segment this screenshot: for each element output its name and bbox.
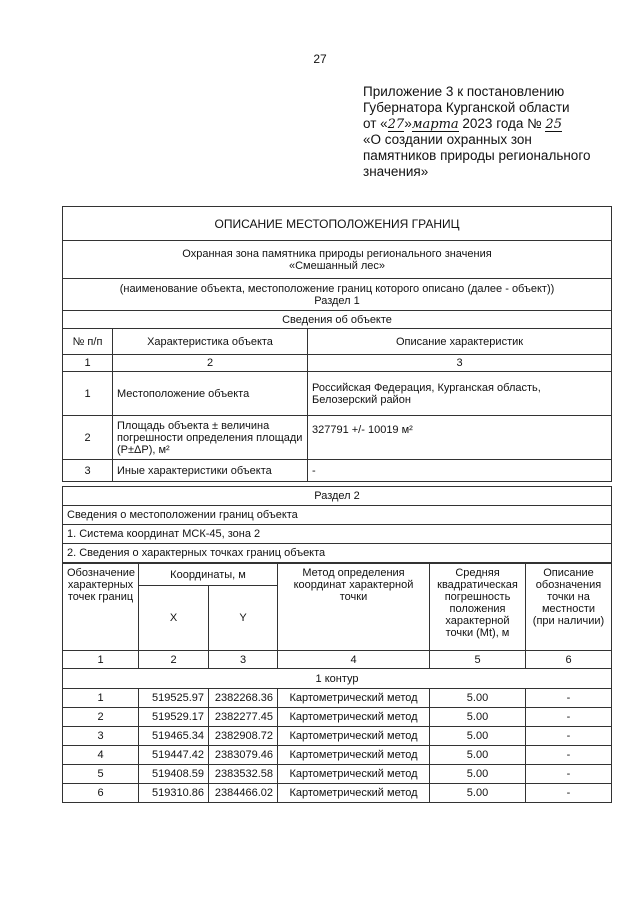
location-heading: Сведения о местоположении границ объекта (63, 506, 612, 525)
object-name-line-1: Охранная зона памятника природы регионального значения (182, 247, 492, 260)
points-heading: 2. Сведения о характерных точках границ объекта (63, 544, 612, 563)
cell-error: 5.00 (430, 765, 526, 784)
cell-description: - (526, 765, 612, 784)
cell-point: 1 (63, 689, 139, 708)
table-row (63, 689, 612, 708)
page-number: 27 (313, 52, 327, 66)
object-name-line-2: «Смешанный лес» (288, 259, 386, 272)
table-row (63, 372, 612, 416)
cell-description: - (526, 708, 612, 727)
section-1-title: Раздел 1 (314, 294, 360, 307)
appendix-line-5: памятников природы регионального (363, 148, 591, 163)
cell-point: 2 (63, 708, 139, 727)
table-row (63, 708, 612, 727)
col-num-1: 1 (63, 651, 139, 669)
cell-description: - (526, 746, 612, 765)
handwritten-month: марта (411, 117, 459, 132)
table-row (63, 784, 612, 803)
cell-x: 519408.59 (139, 765, 209, 784)
appendix-line-2: Губернатора Курганской области (363, 100, 570, 115)
cell-method: Картометрический метод (278, 746, 430, 765)
row-value: 327791 +/- 10019 м² (308, 416, 612, 460)
cell-y: 2383532.58 (209, 765, 278, 784)
table-row (63, 746, 612, 765)
handwritten-number: 25 (545, 117, 562, 132)
object-info-heading: Сведения об объекте (63, 311, 612, 329)
row-characteristic: Площадь объекта ± величина погрешности определения площади (P±ΔP), м² (113, 416, 308, 460)
col-header-description: Описание характеристик (308, 329, 612, 355)
table-row (63, 416, 612, 460)
appendix-line-4: «О создании охранных зон (363, 132, 532, 147)
cell-error: 5.00 (430, 784, 526, 803)
col-header-coordinates: Координаты, м (139, 564, 278, 586)
handwritten-day: 27 (387, 117, 405, 132)
coordinate-system: 1. Система координат МСК-45, зона 2 (63, 525, 612, 544)
document-title: ОПИСАНИЕ МЕСТОПОЛОЖЕНИЯ ГРАНИЦ (63, 207, 612, 241)
col-num-5: 5 (430, 651, 526, 669)
date-prefix: от « (363, 116, 388, 131)
cell-y: 2382908.72 (209, 727, 278, 746)
cell-method: Картометрический метод (278, 784, 430, 803)
appendix-line-3 (363, 116, 631, 132)
points-table (62, 563, 612, 803)
cell-y: 2382268.36 (209, 689, 278, 708)
col-header-error: Средняя квадратическая погрешность положения характерной точки (Mt), м (430, 564, 526, 651)
row-characteristic: Местоположение объекта (113, 372, 308, 416)
col-header-point: Обозначение характерных точек границ (63, 564, 139, 651)
cell-x: 519310.86 (139, 784, 209, 803)
row-value: Российская Федерация, Курганская область, Белозерский район (308, 372, 612, 416)
row-value: - (308, 460, 612, 482)
object-note-text: (наименование объекта, местоположение границ которого описано (далее - объект)) (119, 282, 555, 295)
col-header-characteristic: Характеристика объекта (113, 329, 308, 355)
date-year: 2023 года № (458, 116, 542, 131)
object-name (63, 241, 612, 279)
section-2-title: Раздел 2 (63, 487, 612, 506)
col-num-1: 1 (63, 355, 113, 372)
contour-heading: 1 контур (63, 669, 612, 689)
cell-error: 5.00 (430, 727, 526, 746)
col-num-4: 4 (278, 651, 430, 669)
cell-point: 5 (63, 765, 139, 784)
cell-x: 519525.97 (139, 689, 209, 708)
appendix-line-6: значения» (363, 164, 429, 179)
table-row (63, 727, 612, 746)
cell-x: 519465.34 (139, 727, 209, 746)
row-number: 3 (63, 460, 113, 482)
row-number: 1 (63, 372, 113, 416)
table-row (63, 460, 612, 482)
cell-method: Картометрический метод (278, 765, 430, 784)
date-mid: » (404, 116, 412, 131)
col-num-6: 6 (526, 651, 612, 669)
appendix-block (363, 84, 631, 180)
object-note (63, 279, 612, 311)
cell-y: 2384466.02 (209, 784, 278, 803)
col-num-2: 2 (139, 651, 209, 669)
cell-method: Картометрический метод (278, 727, 430, 746)
cell-method: Картометрический метод (278, 689, 430, 708)
col-num-3: 3 (209, 651, 278, 669)
appendix-line-1: Приложение 3 к постановлению (363, 84, 565, 99)
cell-description: - (526, 784, 612, 803)
section1-table (62, 206, 612, 482)
cell-error: 5.00 (430, 746, 526, 765)
col-num-3: 3 (308, 355, 612, 372)
cell-point: 6 (63, 784, 139, 803)
col-header-description: Описание обозначения точки на местности (при наличии) (526, 564, 612, 651)
col-header-number: № п/п (63, 329, 113, 355)
cell-error: 5.00 (430, 689, 526, 708)
cell-error: 5.00 (430, 708, 526, 727)
cell-point: 3 (63, 727, 139, 746)
col-header-x: X (139, 586, 209, 651)
cell-method: Картометрический метод (278, 708, 430, 727)
cell-description: - (526, 689, 612, 708)
col-header-method: Метод определения координат характерной точки (278, 564, 430, 651)
cell-description: - (526, 727, 612, 746)
section2-table (62, 486, 612, 563)
cell-y: 2383079.46 (209, 746, 278, 765)
col-header-y: Y (209, 586, 278, 651)
cell-y: 2382277.45 (209, 708, 278, 727)
cell-x: 519529.17 (139, 708, 209, 727)
table-row (63, 765, 612, 784)
row-characteristic: Иные характеристики объекта (113, 460, 308, 482)
cell-x: 519447.42 (139, 746, 209, 765)
col-num-2: 2 (113, 355, 308, 372)
cell-point: 4 (63, 746, 139, 765)
row-number: 2 (63, 416, 113, 460)
